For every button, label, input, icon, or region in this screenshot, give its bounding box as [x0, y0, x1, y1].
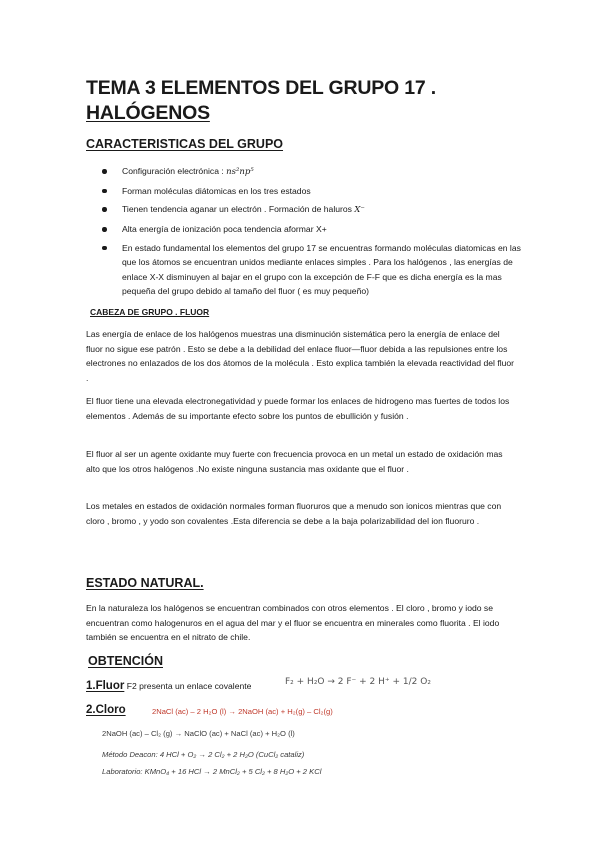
equation-line: Laboratorio: KMnO₄ + 16 HCl → 2 MnCl₂ + 5 Cl₂ + 8 H₂O + 2 KCl: [102, 767, 322, 776]
math-formula: X⁻: [354, 205, 365, 216]
list-item: Tienen tendencia aganar un electrón . Formación de haluros X⁻: [102, 202, 522, 218]
title-line-2: HALÓGENOS: [86, 102, 210, 124]
title-line-1: TEMA 3 ELEMENTOS DEL GRUPO 17 .: [86, 77, 436, 99]
cabeza-heading: CABEZA DE GRUPO . FLUOR: [90, 307, 210, 317]
bullet-dot-icon: [102, 169, 107, 174]
cabeza-paragraph-2: El fluor tiene una elevada electronegatividad y puede formar los enlaces de hidrogeno mas fuertes de todos los elementos . Además de su importante efecto sobre los puntos de ebullición y fusión .: [86, 396, 510, 421]
estado-paragraph: En la naturaleza los halógenos se encuentran combinados con otros elementos . El cloro , bromo y iodo se encuentran como halogenuros en el agua del mar y el fluor se encuentra en minerales como fluorita . El iodo también se encuentra en el nitrato de chile.: [86, 603, 500, 643]
cabeza-paragraph-1: Las energía de enlace de los halógenos muestras una disminución sistemática pero la energía de enlace del fluor no sigue ese patrón . Esto se debe a la debilidad del enlace fluor—fluor debida a las repulsiones entre los electrones no enlazados de los dos átomos de la molécula . Esto explica también la elevada reactividad del fluor .: [86, 329, 515, 383]
list-item: Alta energía de ionización poca tendencia aformar X+: [102, 222, 522, 237]
fluor-label: 1.Fluor: [86, 680, 125, 692]
fluor-equation: F₂ + H₂O → 2 F⁻ + 2 H⁺ + 1/2 O₂: [285, 677, 431, 687]
estado-heading: ESTADO NATURAL.: [86, 576, 204, 590]
cloro-equation: 2NaCl (ac) – 2 H₂O (l) → 2NaOH (ac) + H₂(g) – Cl₂(g): [152, 707, 333, 716]
bullet-dot-icon: [102, 246, 107, 251]
cabeza-paragraph-4: Los metales en estados de oxidación normales forman fluoruros que a menudo son ionicos mientras que con cloro , bromo , y yodo son covalentes .Esta diferencia se debe a la baja polarizabilidad del ion fluoruro .: [86, 501, 502, 526]
list-item: Configuración electrónica : ns²np⁵: [102, 164, 522, 180]
list-item: En estado fundamental los elementos del grupo 17 se encuentras formando moléculas diatomicas en las que los átomos se encuentran unidos mediante enlaces simples . Para los halógenos , las energías de enlace X-X disminuyen al bajar en el grupo con la excepción de F-F que es dicha energía es la mas pequeña del grupo debido al tamaño del fluor ( es muy pequeño): [102, 241, 522, 299]
list-item: Forman moléculas diátomicas en los tres estados: [102, 184, 522, 199]
fluor-text: F2 presenta un enlace covalente: [126, 681, 252, 691]
cloro-line: [86, 703, 126, 717]
caracteristicas-heading: CARACTERISTICAS DEL GRUPO: [86, 137, 284, 151]
equation-line: 2NaOH (ac) – Cl₂ (g) → NaClO (ac) + NaCl (ac) + H₂O (l): [102, 729, 295, 738]
math-formula: ns²np⁵: [226, 167, 254, 177]
document-title: [86, 76, 516, 126]
bullet-dot-icon: [102, 207, 107, 212]
obtencion-heading: OBTENCIÓN: [88, 654, 163, 668]
equation-line: Método Deacon: 4 HCl + O₂ → 2 Cl₂ + 2 H₂O (CuCl₂ cataliz): [102, 750, 305, 759]
caracteristicas-list: [102, 164, 522, 303]
fluor-line: [86, 679, 251, 693]
bullet-dot-icon: [102, 189, 107, 194]
cloro-label: 2.Cloro: [86, 704, 126, 716]
bullet-dot-icon: [102, 227, 107, 232]
cabeza-paragraph-3: El fluor al ser un agente oxidante muy fuerte con frecuencia provoca en un metal un estado de oxidación mas alto que los otros halógenos .No existe ninguna sustancia mas oxidante que el fluor .: [86, 449, 503, 474]
